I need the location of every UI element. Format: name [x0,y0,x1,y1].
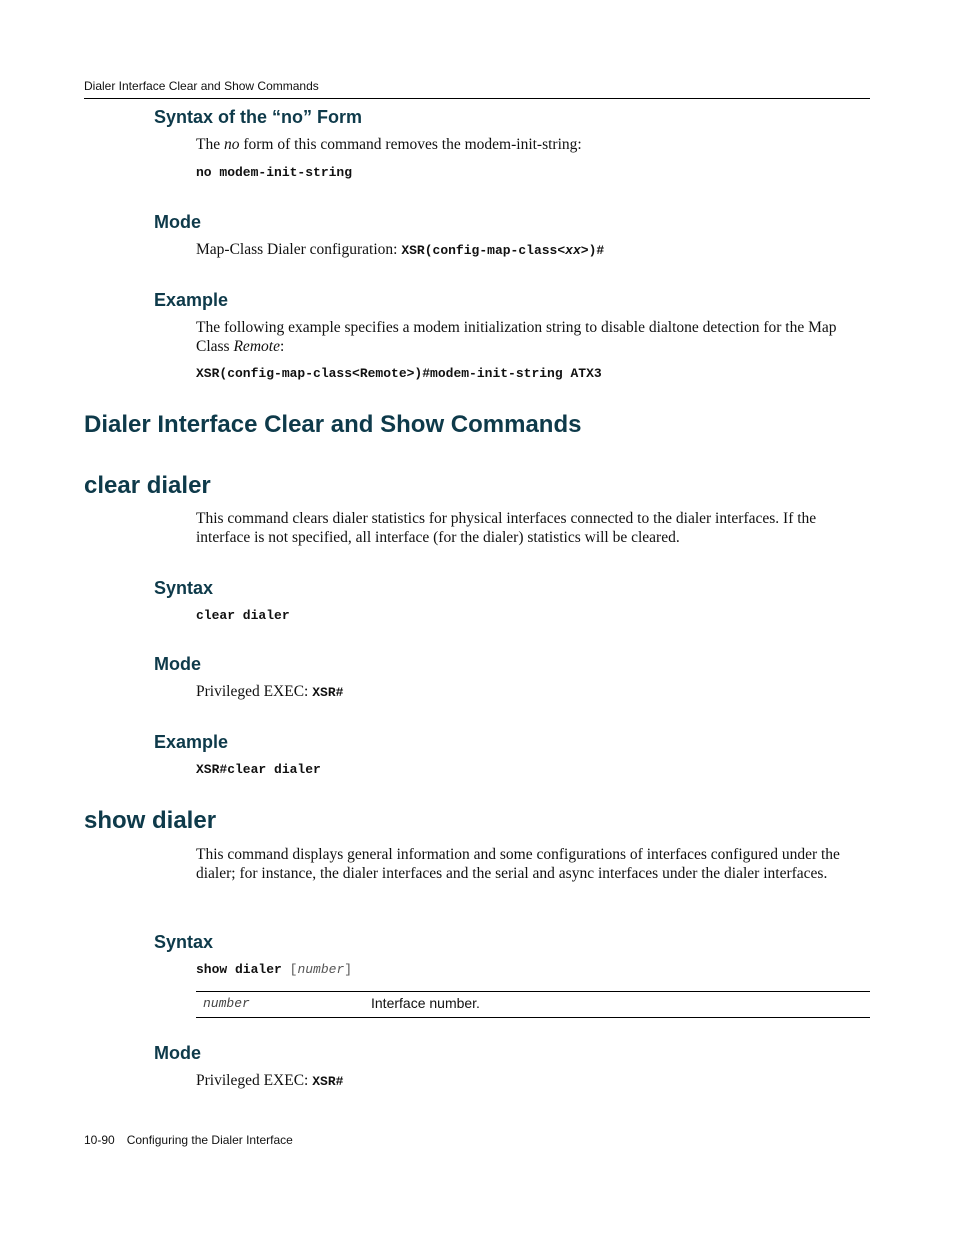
section-title: Dialer Interface Clear and Show Commands [84,411,582,438]
param-description: Interface number. [371,995,480,1011]
clear-dialer-syntax-code: clear dialer [196,608,290,623]
mode-text-1: Map-Class Dialer configuration: XSR(config-map-class<xx>)# [196,241,605,258]
show-dialer-mode-text: Privileged EXEC: XSR# [196,1072,344,1089]
clear-dialer-example-code: XSR#clear dialer [196,762,321,777]
no-form-text: The no form of this command removes the modem-init-string: [196,136,582,153]
clear-dialer-mode-code: XSR# [312,685,344,700]
running-header: Dialer Interface Clear and Show Commands [84,79,319,93]
syntax-param: number [297,962,345,977]
show-dialer-title: show dialer [84,807,217,834]
page-number: 10-90 [84,1133,115,1147]
clear-dialer-syntax-heading: Syntax [154,578,214,598]
page-footer [84,1133,293,1147]
param-name: number [203,996,250,1011]
show-dialer-syntax-code: show dialer [number] [196,962,353,977]
clear-dialer-example-heading: Example [154,732,229,752]
clear-dialer-mode-text: Privileged EXEC: XSR# [196,683,344,700]
mode-code-1: XSR(config-map-class<xx>)# [401,243,605,258]
no-form-heading: Syntax of the “no” Form [154,107,363,127]
show-dialer-mode-heading: Mode [154,1043,201,1063]
no-form-code: no modem-init-string [196,165,353,180]
parameter-table [196,991,870,1018]
show-dialer-description: This command displays general information and some configurations of interfaces configured under the dialer; for instance, the dialer interfaces and the serial and async interfaces under the dialer interfaces. [196,846,840,882]
clear-dialer-title: clear dialer [84,472,211,499]
show-dialer-syntax-heading: Syntax [154,932,214,952]
example-code-1: XSR(config-map-class<Remote>)#modem-init-string ATX3 [196,366,602,381]
clear-dialer-description: This command clears dialer statistics for physical interfaces connected to the dialer interfaces. If the interface is not specified, all interface (for the dialer) statistics will be cleared. [196,510,817,546]
show-dialer-mode-code: XSR# [312,1074,344,1089]
no-form-italic: no [223,136,240,153]
clear-dialer-mode-heading: Mode [154,654,201,674]
example-heading-1: Example [154,290,229,310]
mode-heading-1: Mode [154,212,201,232]
chapter-title: Configuring the Dialer Interface [126,1133,293,1147]
header-rule [84,98,870,99]
example-text-1: The following example specifies a modem initialization string to disable dialtone detection for the Map Class Remote: [196,319,837,355]
